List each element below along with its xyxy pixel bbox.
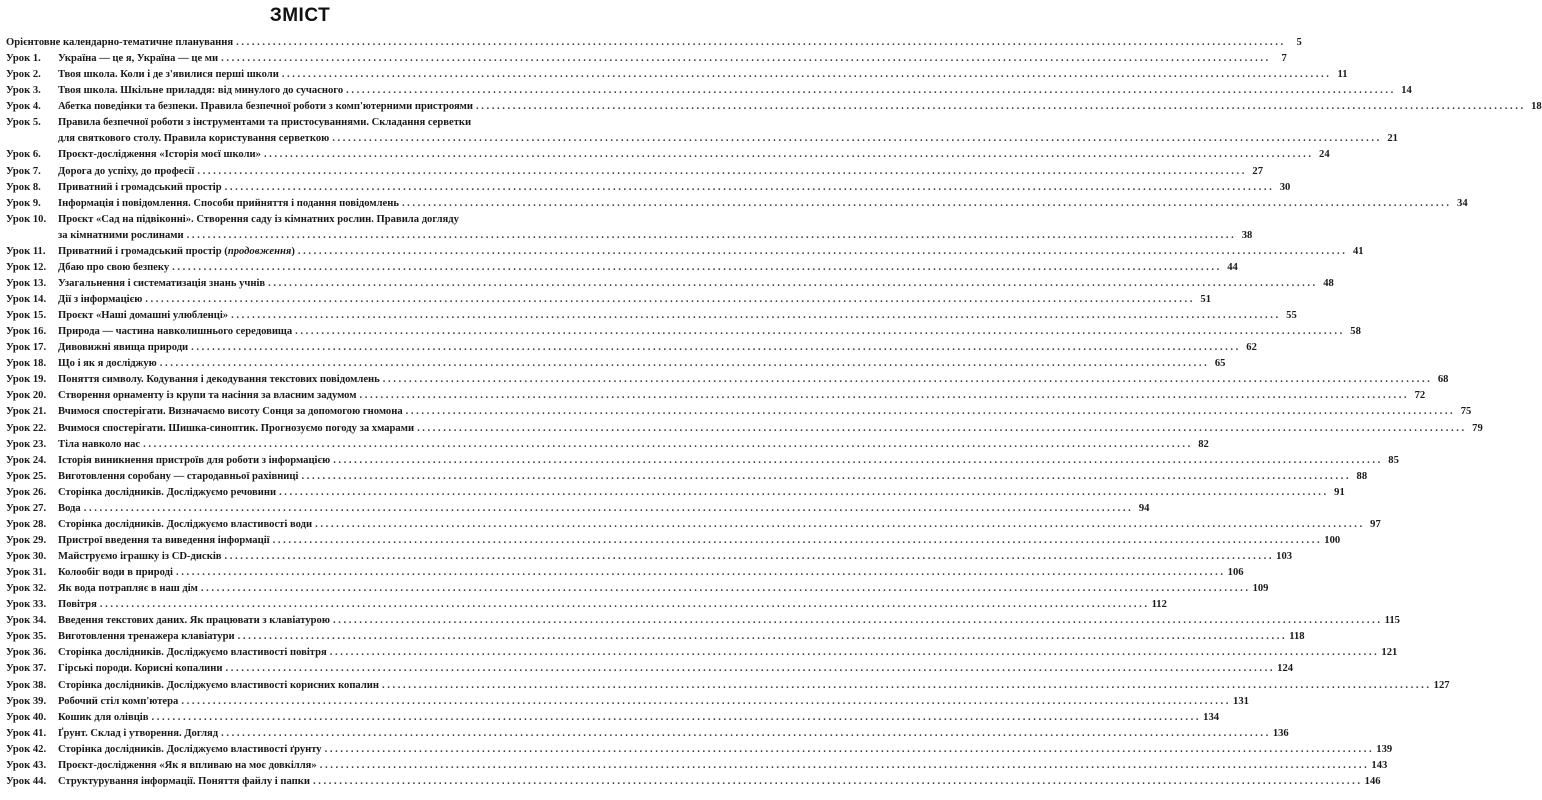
toc-entry[interactable] xyxy=(6,244,1364,260)
page-number: 41 xyxy=(1352,245,1364,257)
page-number: 75 xyxy=(1460,406,1472,418)
toc-entry[interactable] xyxy=(6,613,1400,629)
page-number: 82 xyxy=(1198,438,1209,450)
lesson-label: Урок 6. xyxy=(6,149,41,161)
table-of-contents xyxy=(6,35,1542,790)
dot-leader: ........................................................................................................................................................................................................ xyxy=(401,197,1452,209)
page-number: 91 xyxy=(1334,486,1345,498)
page-number: 27 xyxy=(1252,165,1264,177)
toc-entry-title: Орієнтовне календарно-тематичне планування xyxy=(6,37,234,48)
toc-entry[interactable] xyxy=(6,645,1398,661)
toc-entry-title: за кімнатними рослинами xyxy=(58,229,184,241)
lesson-label: Урок 29. xyxy=(6,534,47,546)
lesson-label: Урок 39. xyxy=(6,695,47,707)
dot-leader: ........................................................................................................................................................................................................ xyxy=(83,502,1134,514)
page-number: 139 xyxy=(1376,743,1393,755)
toc-entry[interactable] xyxy=(6,710,1220,726)
lesson-label: Урок 26. xyxy=(6,486,47,498)
toc-entry-title: Як вода потрапляє в наш дім xyxy=(58,583,198,595)
toc-entry[interactable] xyxy=(6,260,1238,276)
lesson-label: Урок 11. xyxy=(6,245,46,257)
toc-entry-title: Виготовлення тренажера клавіатури xyxy=(58,631,235,643)
page-number: 44 xyxy=(1227,261,1238,273)
toc-entry-title: Робочий стіл комп'ютера xyxy=(58,695,179,707)
page-number: 134 xyxy=(1203,711,1220,723)
toc-entry[interactable] xyxy=(6,147,1330,163)
dot-leader: ........................................................................................................................................................................................................ xyxy=(191,342,1241,354)
dot-leader: ........................................................................................................................................................................................................ xyxy=(221,727,1271,739)
lesson-label: Урок 7. xyxy=(6,165,41,177)
toc-entry[interactable] xyxy=(6,67,1348,83)
toc-entry-title: Тіла навколо нас xyxy=(58,438,141,450)
page-number: 5 xyxy=(1296,37,1302,48)
toc-entry-title: Дії з інформацією xyxy=(58,294,143,305)
page-number: 72 xyxy=(1414,390,1426,402)
dot-leader: ........................................................................................................................................................................................................ xyxy=(172,261,1222,273)
lesson-label: Урок 14. xyxy=(6,294,47,305)
page-number: 146 xyxy=(1364,775,1381,787)
toc-entry[interactable] xyxy=(6,549,1293,565)
dot-leader: ........................................................................................................................................................................................................ xyxy=(263,149,1314,161)
toc-entry[interactable] xyxy=(6,372,1449,388)
toc-entry[interactable] xyxy=(6,212,1253,244)
lesson-label: Урок 18. xyxy=(6,358,47,370)
toc-entry-title: Природа — частина навколишнього середовища xyxy=(58,326,293,338)
dot-leader: ........................................................................................................................................................................................................ xyxy=(236,37,1286,48)
toc-entry[interactable] xyxy=(6,485,1345,501)
dot-leader: ........................................................................................................................................................................................................ xyxy=(324,743,1375,755)
lesson-label: Урок 35. xyxy=(6,631,47,643)
dot-leader: ........................................................................................................................................................................................................ xyxy=(332,615,1383,627)
toc-entry[interactable] xyxy=(6,180,1291,196)
toc-entry[interactable] xyxy=(6,469,1368,485)
toc-entry-title: Проєкт-дослідження «Як я впливаю на моє довкілля» xyxy=(58,759,317,771)
page-number: 118 xyxy=(1289,631,1305,643)
page-number: 100 xyxy=(1324,534,1341,546)
toc-entry[interactable] xyxy=(6,196,1468,212)
toc-entry-title: Сторінка дослідників. Досліджуємо властивості повітря xyxy=(58,647,327,659)
toc-entry-title: Приватний і громадський простір (продовження) xyxy=(58,245,295,257)
dot-leader: ........................................................................................................................................................................................................ xyxy=(315,518,1365,530)
page-number: 65 xyxy=(1214,358,1226,370)
lesson-label: Урок 9. xyxy=(6,197,41,209)
toc-entry-title: Проєкт-дослідження «Історія моєї школи» xyxy=(58,149,261,161)
toc-entry[interactable] xyxy=(6,164,1264,180)
page-number: 121 xyxy=(1381,647,1398,659)
toc-entry-title: Майструємо іграшку із CD-дисків xyxy=(58,551,222,562)
dot-leader: ........................................................................................................................................................................................................ xyxy=(99,599,1150,611)
page-number: 18 xyxy=(1531,101,1542,113)
toc-entry[interactable] xyxy=(6,453,1399,469)
toc-entry-title: Виготовлення соробану — стародавньої рахівниці xyxy=(58,470,299,482)
dot-leader: ........................................................................................................................................................................................................ xyxy=(237,631,1288,643)
toc-entry[interactable] xyxy=(6,533,1341,549)
lesson-label: Урок 15. xyxy=(6,310,47,322)
dot-leader: ........................................................................................................................................................................................................ xyxy=(279,486,1329,498)
page-number: 131 xyxy=(1233,695,1249,707)
toc-entry-planning[interactable] xyxy=(6,35,1302,51)
toc-entry[interactable] xyxy=(6,324,1361,340)
page-number: 124 xyxy=(1277,663,1294,675)
dot-leader: ........................................................................................................................................................................................................ xyxy=(297,245,1348,257)
toc-entry-title: Пристрої введення та виведення інформації xyxy=(58,534,270,546)
lesson-label: Урок 23. xyxy=(6,438,47,450)
lesson-label: Урок 43. xyxy=(6,759,47,771)
lesson-label: Урок 1. xyxy=(6,53,41,65)
page-number: 127 xyxy=(1433,679,1450,691)
toc-entry-title: Структурування інформації. Поняття файлу і папки xyxy=(58,775,310,787)
lesson-label: Урок 30. xyxy=(6,551,47,562)
lesson-label: Урок 41. xyxy=(6,727,47,739)
dot-leader: ........................................................................................................................................................................................................ xyxy=(145,294,1195,305)
toc-entry[interactable] xyxy=(6,501,1150,517)
page-number: 51 xyxy=(1200,294,1211,305)
toc-entry[interactable] xyxy=(6,726,1289,742)
page-number: 94 xyxy=(1138,502,1150,514)
page-number: 38 xyxy=(1241,229,1253,241)
page-number: 48 xyxy=(1323,277,1334,289)
dot-leader: ........................................................................................................................................................................................................ xyxy=(197,165,1248,177)
lesson-label: Урок 31. xyxy=(6,567,47,579)
toc-entry-title: Абетка поведінки та безпеки. Правила безпечної роботи з комп'ютерними пристроями xyxy=(58,101,474,113)
toc-entry[interactable] xyxy=(6,565,1244,581)
toc-entry-title: Узагальнення і систематизація знань учнів xyxy=(58,277,266,289)
toc-entry[interactable] xyxy=(6,629,1305,645)
lesson-label: Урок 3. xyxy=(6,85,41,97)
toc-entry[interactable] xyxy=(6,661,1294,677)
dot-leader: ........................................................................................................................................................................................................ xyxy=(359,390,1410,402)
page-number: 79 xyxy=(1472,422,1483,434)
dot-leader: ........................................................................................................................................................................................................ xyxy=(382,374,1433,386)
toc-entry-title: Вчимося спостерігати. Шишка-синоптик. Прогнозуємо погоду за хмарами xyxy=(58,422,415,434)
toc-entry-title: Україна — це я, Україна — це ми xyxy=(58,53,219,65)
toc-entry-title: Кошик для олівців xyxy=(58,711,149,723)
toc-entry-title: Вода xyxy=(58,502,81,514)
toc-entry-title: Ґрунт. Склад і утворення. Догляд xyxy=(58,727,219,739)
toc-entry-title: Інформація і повідомлення. Способи прийняття і подання повідомлень xyxy=(58,197,399,209)
dot-leader: ........................................................................................................................................................................................................ xyxy=(159,358,1210,370)
page-number: 143 xyxy=(1371,759,1388,771)
page-number: 11 xyxy=(1337,69,1348,81)
lesson-label: Урок 38. xyxy=(6,679,47,691)
dot-leader: ........................................................................................................................................................................................................ xyxy=(281,69,1332,81)
lesson-label: Урок 32. xyxy=(6,583,47,595)
lesson-label: Урок 17. xyxy=(6,342,47,354)
page-number: 24 xyxy=(1319,149,1330,161)
toc-entry-title: Правила безпечної роботи з інструментами та пристосуваннями. Складання серветки xyxy=(58,117,472,129)
lesson-label: Урок 36. xyxy=(6,647,47,659)
toc-entry-title: Поняття символу. Кодування і декодування текстових повідомлень xyxy=(58,374,380,386)
toc-entry[interactable] xyxy=(6,581,1269,597)
toc-entry-title: Введення текстових даних. Як працювати з клавіатурою xyxy=(58,615,330,627)
dot-leader: ........................................................................................................................................................................................................ xyxy=(186,229,1237,241)
toc-entry-title: для святкового столу. Правила користування серветкою xyxy=(58,133,330,145)
toc-entry[interactable] xyxy=(6,388,1426,404)
toc-entry[interactable] xyxy=(6,83,1412,99)
dot-leader: ........................................................................................................................................................................................................ xyxy=(329,647,1380,659)
toc-entry-title: Проєкт «Сад на підвіконні». Створення саду із кімнатних рослин. Правила догляду xyxy=(58,213,459,225)
dot-leader: ........................................................................................................................................................................................................ xyxy=(312,775,1363,787)
lesson-label: Урок 13. xyxy=(6,277,47,289)
toc-entry[interactable] xyxy=(6,758,1388,774)
toc-entry[interactable] xyxy=(6,404,1472,420)
toc-entry[interactable] xyxy=(6,517,1381,533)
italic-note: продовження xyxy=(227,245,292,257)
toc-entry-title: Вчимося спостерігати. Визначаємо висоту Сонця за допомогою гномона xyxy=(58,406,403,418)
page-number: 62 xyxy=(1246,342,1257,354)
toc-entry[interactable] xyxy=(6,774,1381,790)
lesson-label: Урок 34. xyxy=(6,615,47,627)
lesson-label: Урок 10. xyxy=(6,213,47,225)
page-number: 85 xyxy=(1388,454,1399,466)
dot-leader: ........................................................................................................................................................................................................ xyxy=(381,679,1432,691)
page-number: 7 xyxy=(1281,53,1287,65)
page-number: 103 xyxy=(1276,551,1293,562)
dot-leader: ........................................................................................................................................................................................................ xyxy=(295,326,1345,338)
toc-entry-title: Що і як я досліджую xyxy=(58,358,157,370)
toc-entry[interactable] xyxy=(6,742,1393,758)
dot-leader: ........................................................................................................................................................................................................ xyxy=(405,406,1456,418)
dot-leader: ........................................................................................................................................................................................................ xyxy=(319,759,1370,771)
toc-entry[interactable] xyxy=(6,678,1450,694)
dot-leader: ........................................................................................................................................................................................................ xyxy=(346,85,1396,97)
toc-entry[interactable] xyxy=(6,356,1226,372)
toc-entry-title: Дорога до успіху, до професії xyxy=(58,165,195,177)
toc-entry[interactable] xyxy=(6,421,1483,437)
page-number: 14 xyxy=(1401,85,1412,97)
page-title: ЗМІСТ xyxy=(269,5,331,26)
page-number: 30 xyxy=(1279,181,1291,193)
lesson-label: Урок 4. xyxy=(6,101,41,113)
page-number: 106 xyxy=(1227,567,1244,579)
dot-leader: ........................................................................................................................................................................................................ xyxy=(301,470,1352,482)
toc-entry[interactable] xyxy=(6,597,1167,613)
toc-entry[interactable] xyxy=(6,51,1287,67)
page-number: 68 xyxy=(1437,374,1449,386)
lesson-label: Урок 37. xyxy=(6,663,47,675)
page-number: 21 xyxy=(1387,133,1398,145)
lesson-label: Урок 8. xyxy=(6,181,41,193)
toc-entry[interactable] xyxy=(6,292,1211,308)
page-number: 109 xyxy=(1252,583,1269,595)
toc-entry-title: Історія виникнення пристроїв для роботи з інформацією xyxy=(58,454,331,466)
toc-entry[interactable] xyxy=(6,437,1209,453)
lesson-label: Урок 21. xyxy=(6,406,47,418)
dot-leader: ........................................................................................................................................................................................................ xyxy=(224,551,1275,562)
lesson-label: Урок 19. xyxy=(6,374,47,386)
lesson-label: Урок 5. xyxy=(6,117,41,129)
toc-entry[interactable] xyxy=(6,308,1297,324)
dot-leader: ........................................................................................................................................................................................................ xyxy=(268,277,1318,289)
toc-entry-title: Гірські породи. Корисні копалини xyxy=(58,663,223,675)
toc-entry[interactable] xyxy=(6,99,1542,115)
toc-entry-title: Дивовижні явища природи xyxy=(58,342,189,354)
toc-entry-title: Сторінка дослідників. Досліджуємо властивості води xyxy=(58,518,313,530)
page-number: 115 xyxy=(1384,615,1400,627)
page-number: 58 xyxy=(1350,326,1361,338)
toc-entry[interactable] xyxy=(6,340,1257,356)
lesson-label: Урок 27. xyxy=(6,502,47,514)
toc-entry-title: Повітря xyxy=(58,599,97,611)
toc-entry[interactable] xyxy=(6,115,1398,147)
toc-entry-title: Твоя школа. Шкільне приладдя: від минулого до сучасного xyxy=(58,85,344,97)
toc-entry-title: Сторінка дослідників. Досліджуємо властивості ґрунту xyxy=(58,743,322,755)
lesson-label: Урок 12. xyxy=(6,261,47,273)
dot-leader: ........................................................................................................................................................................................................ xyxy=(200,583,1251,595)
lesson-label: Урок 33. xyxy=(6,599,47,611)
toc-entry-title: Сторінка дослідників. Досліджуємо речовини xyxy=(58,486,277,498)
dot-leader: ........................................................................................................................................................................................................ xyxy=(225,663,1276,675)
page-number: 88 xyxy=(1356,470,1368,482)
toc-entry[interactable] xyxy=(6,694,1249,710)
dot-leader: ........................................................................................................................................................................................................ xyxy=(143,438,1193,450)
dot-leader: ........................................................................................................................................................................................................ xyxy=(333,454,1383,466)
lesson-label: Урок 25. xyxy=(6,470,47,482)
dot-leader: ........................................................................................................................................................................................................ xyxy=(181,695,1232,707)
lesson-label: Урок 44. xyxy=(6,775,47,787)
dot-leader: ........................................................................................................................................................................................................ xyxy=(175,567,1226,579)
toc-entry-title: Приватний і громадський простір xyxy=(58,181,222,193)
lesson-label: Урок 16. xyxy=(6,326,47,338)
lesson-label: Урок 28. xyxy=(6,518,47,530)
dot-leader: ........................................................................................................................................................................................................ xyxy=(272,534,1323,546)
lesson-label: Урок 40. xyxy=(6,711,47,723)
dot-leader: ........................................................................................................................................................................................................ xyxy=(224,181,1275,193)
dot-leader: ........................................................................................................................................................................................................ xyxy=(417,422,1467,434)
dot-leader: ........................................................................................................................................................................................................ xyxy=(231,310,1281,322)
toc-entry-title: Створення орнаменту із крупи та насіння за власним задумом xyxy=(58,390,357,402)
lesson-label: Урок 22. xyxy=(6,422,47,434)
dot-leader: ........................................................................................................................................................................................................ xyxy=(476,101,1526,113)
page-number: 97 xyxy=(1370,518,1381,530)
lesson-label: Урок 20. xyxy=(6,390,47,402)
toc-entry-title: Твоя школа. Коли і де з'явилися перші школи xyxy=(58,69,279,81)
lesson-label: Урок 42. xyxy=(6,743,47,755)
lesson-label: Урок 24. xyxy=(6,454,47,466)
toc-entry-title: Колообіг води в природі xyxy=(58,567,173,579)
lesson-label: Урок 2. xyxy=(6,69,41,81)
dot-leader: ........................................................................................................................................................................................................ xyxy=(332,133,1382,145)
dot-leader: ........................................................................................................................................................................................................ xyxy=(221,53,1271,65)
page-number: 136 xyxy=(1272,727,1289,739)
toc-entry-title: Проєкт «Наші домашні улюбленці» xyxy=(58,310,229,322)
page-number: 55 xyxy=(1286,310,1297,322)
page-number: 112 xyxy=(1151,599,1167,611)
toc-entry-title: Сторінка дослідників. Досліджуємо властивості корисних копалин xyxy=(58,679,379,691)
dot-leader: ........................................................................................................................................................................................................ xyxy=(151,711,1202,723)
toc-entry[interactable] xyxy=(6,276,1334,292)
toc-entry-title: Дбаю про свою безпеку xyxy=(58,261,170,273)
page-number: 34 xyxy=(1457,197,1468,209)
